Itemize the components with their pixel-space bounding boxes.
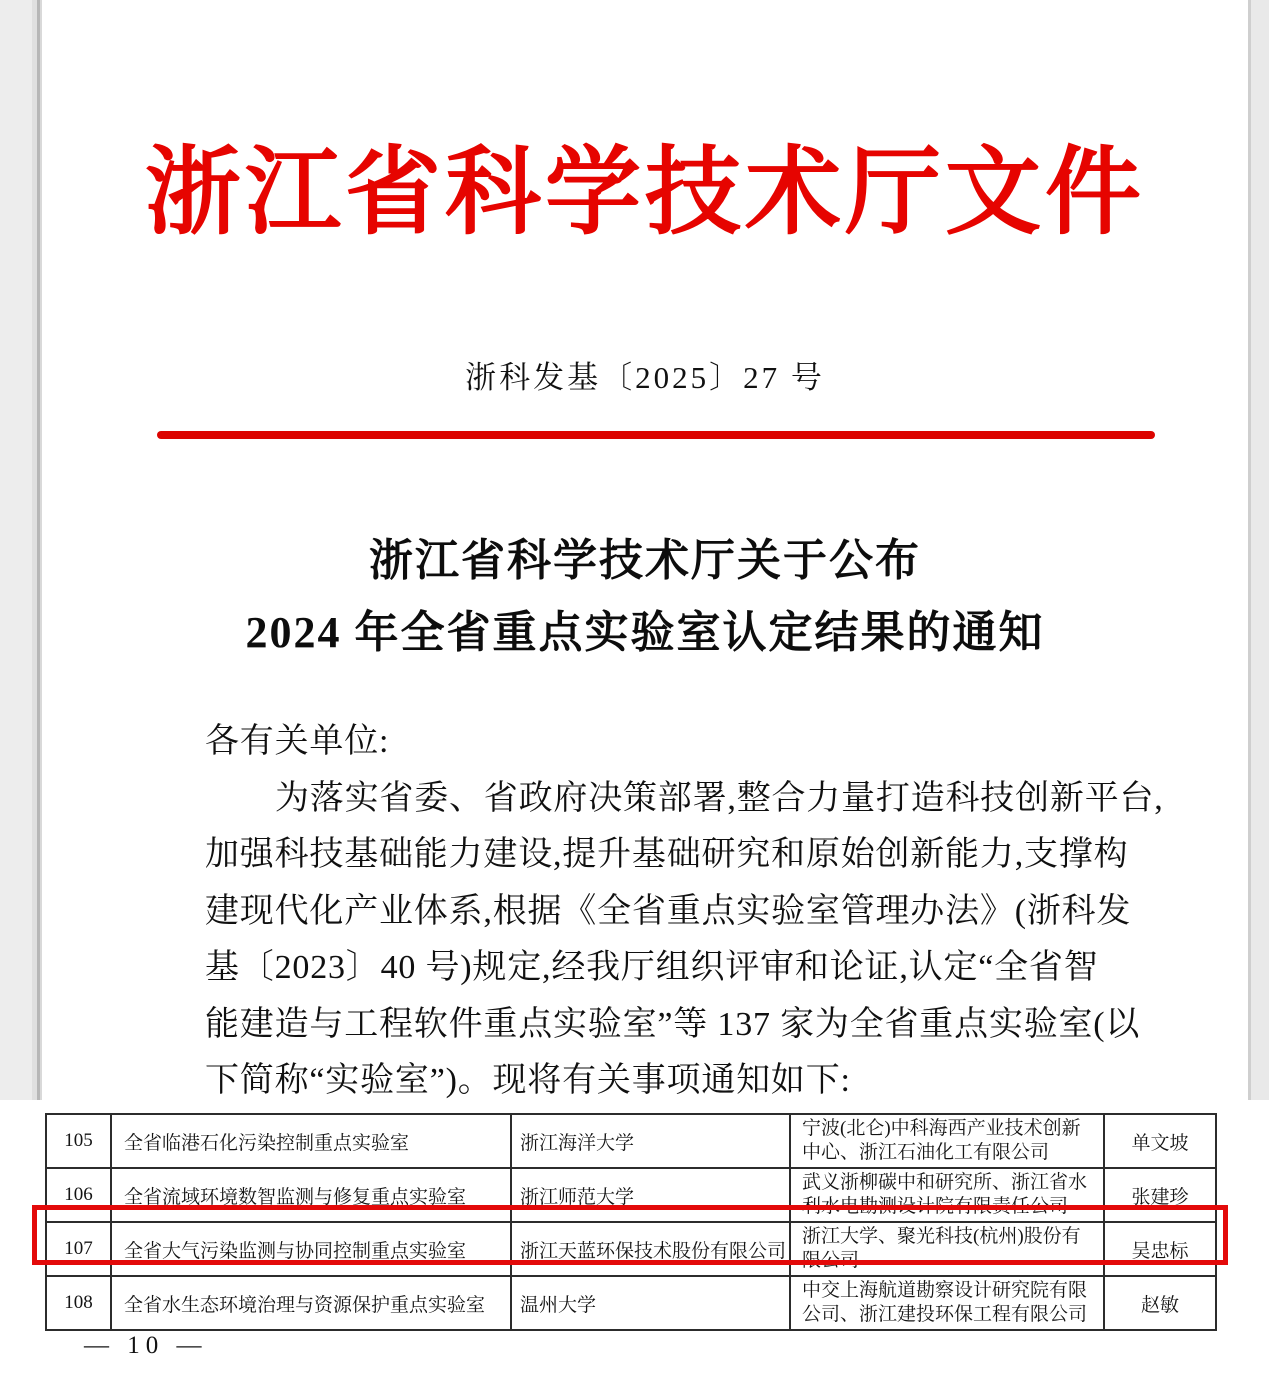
lab-name-cell: 全省流域环境数智监测与修复重点实验室 — [111, 1168, 511, 1222]
body-line: 能建造与工程软件重点实验室”等 137 家为全省重点实验室(以 — [205, 1005, 1141, 1043]
lab-name-cell: 全省水生态环境治理与资源保护重点实验室 — [111, 1276, 511, 1330]
director-cell: 吴忠标 — [1104, 1222, 1216, 1276]
host-unit-cell: 温州大学 — [511, 1276, 790, 1330]
row-number-cell: 105 — [46, 1114, 111, 1168]
laboratory-table-region — [0, 1100, 1269, 1386]
scan-left-margin — [0, 0, 42, 1113]
notice-title-line1: 浙江省科学技术厅关于公布 — [369, 536, 921, 585]
table-row — [46, 1276, 1216, 1330]
salutation: 各有关单位: — [205, 723, 390, 760]
body-line: 为落实省委、省政府决策部署,整合力量打造科技创新平台, — [275, 779, 1164, 817]
scan-right-margin — [1248, 0, 1269, 1113]
row-number-cell: 108 — [46, 1276, 111, 1330]
director-cell: 单文坡 — [1104, 1114, 1216, 1168]
host-unit-cell: 浙江师范大学 — [511, 1168, 790, 1222]
row-number-cell: 106 — [46, 1168, 111, 1222]
page-number: — 10 — — [84, 1332, 208, 1359]
lab-name-cell: 全省大气污染监测与协同控制重点实验室 — [111, 1222, 511, 1276]
director-cell: 赵敏 — [1104, 1276, 1216, 1330]
body-line: 建现代化产业体系,根据《全省重点实验室管理办法》(浙科发 — [205, 892, 1132, 930]
host-unit-cell: 浙江海洋大学 — [511, 1114, 790, 1168]
notice-body — [205, 714, 1164, 1110]
document-page — [42, 0, 1248, 1113]
document-number: 浙科发基〔2025〕27 号 — [465, 360, 825, 395]
body-line: 下简称“实验室”)。现将有关事项通知如下: — [205, 1062, 851, 1099]
partner-units-cell: 宁波(北仑)中科海西产业技术创新中心、浙江石油化工有限公司 — [790, 1114, 1104, 1168]
partner-units-cell: 中交上海航道勘察设计研究院有限公司、浙江建投环保工程有限公司 — [790, 1276, 1104, 1330]
row-107-red-highlight-box — [32, 1205, 1228, 1265]
lab-name-cell: 全省临港石化污染控制重点实验室 — [111, 1114, 511, 1168]
red-divider-rule — [157, 431, 1155, 439]
partner-units-cell: 武义浙柳碳中和研究所、浙江省水利水电勘测设计院有限责任公司 — [790, 1168, 1104, 1222]
row-number-cell: 107 — [46, 1222, 111, 1276]
body-line: 基〔2023〕40 号)规定,经我厅组织评审和论证,认定“全省智 — [205, 949, 1099, 986]
partner-units-cell: 浙江大学、聚光科技(杭州)股份有限公司 — [790, 1222, 1104, 1276]
body-line: 加强科技基础能力建设,提升基础研究和原始创新能力,支撑构 — [205, 836, 1129, 873]
table-row — [46, 1114, 1216, 1168]
director-cell: 张建珍 — [1104, 1168, 1216, 1222]
host-unit-cell: 浙江天蓝环保技术股份有限公司 — [511, 1222, 790, 1276]
agency-header: 浙江省科学技术厅文件 — [145, 139, 1145, 246]
notice-title-line2: 2024 年全省重点实验室认定结果的通知 — [245, 608, 1045, 657]
